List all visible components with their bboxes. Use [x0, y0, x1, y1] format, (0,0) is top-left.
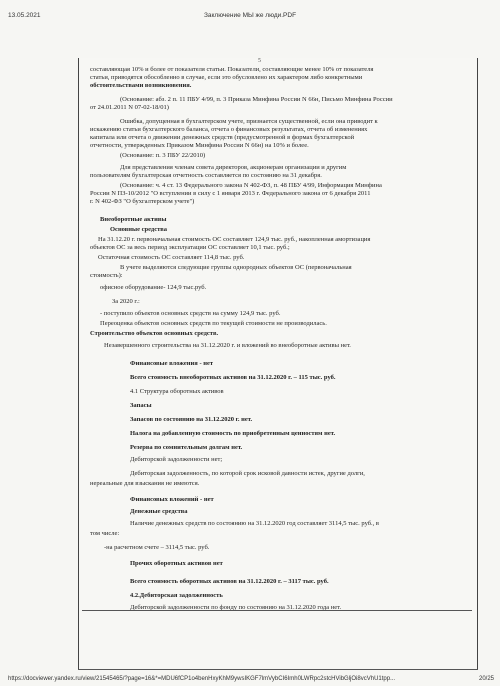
list-item: офисное оборудование- 124,9 тыс.руб. [100, 284, 207, 291]
document-title: Заключение МЫ же люди.PDF [203, 12, 297, 19]
section-heading: Финансовые вложения - нет [130, 360, 214, 367]
text-line: - поступило объектов основных средств на сумму 124,9 тыс. руб. [100, 310, 281, 317]
text-line: составляющая 10% и более от показателя статьи. Показатели, составляющие менее 10% от показателя [90, 66, 374, 73]
text-line: За 2020 г.: [112, 298, 140, 305]
section-heading: Основные средства [110, 226, 168, 233]
text-line: Для представления членам совета директоров, акционерам организации и другим [120, 164, 347, 171]
text-line: Резерва по сомнительным долгам нет. [130, 444, 243, 451]
text-line: обстоятельствами возникновения. [90, 82, 192, 89]
text-line: Прочих оборотных активов нет [130, 560, 223, 567]
text-line: стоимость): [90, 272, 123, 279]
text-line: (Основание: абз. 2 п. 11 ПБУ 4/99, п. 3 Приказа Минфина России N 66н, Письмо Минфина России [120, 96, 393, 103]
page-url[interactable]: https://docviewer.yandex.ru/view/21545465/?page=16&*=MDU6fCP1o4benHxyKhM9ywsIKGF7lmVybCI6Imh0LWRpc2stcHVibGljOi8vcVhU1tpp... [8, 676, 396, 682]
text-line: нереальные для взыскания не имеются. [90, 480, 200, 487]
text-line: Наличие денежных средств по состоянию на 31.12.2020 год составляет 3114,5 тыс. руб., в [130, 520, 379, 527]
page-counter: 20/25 [478, 676, 494, 682]
total-line: Всего стоимость внеоборотных активов на 31.12.2020 г. – 115 тыс. руб. [130, 374, 336, 381]
text-line: (Основание: ч. 4 ст. 13 Федерального закона N 402-ФЗ, п. 48 ПБУ 4/99, Информация Минфина [120, 182, 382, 189]
page-bottom-border [78, 669, 478, 671]
section-heading: 4.1 Структура оборотных активов [130, 388, 224, 395]
section-heading: 4.2.Дебиторская задолженность [130, 592, 223, 599]
total-line: Всего стоимость оборотных активов на 31.12.2020 г. – 3117 тыс. руб. [130, 578, 329, 585]
text-line: г. N 402-ФЗ "О бухгалтерском учете") [90, 198, 195, 205]
print-date: 13.05.2021 [8, 12, 41, 19]
fill-line [82, 610, 472, 612]
text-line: Дебиторской задолженности по фонду по состоянию на 31.12.2020 года нет. [130, 604, 342, 611]
text-line: Дебиторская задолженность, по которой срок исковой давности истек, другие долги, [130, 470, 365, 477]
section-heading: Финансовых вложений - нет [130, 496, 214, 503]
text-line: статьи, приводятся обособленно в случае, если это обусловлено их характером либо конкретными [90, 74, 363, 81]
section-heading: Запасы [130, 402, 152, 409]
viewer-header [0, 0, 500, 22]
text-line: пользователям бухгалтерская отчетность составляется по состоянию на 31 декабря. [90, 172, 322, 179]
viewer-footer [0, 672, 500, 686]
text-line: Запасов по состоянию на 31.12.2020 г. нет. [130, 416, 253, 423]
page-number: 5 [258, 58, 261, 64]
text-line: капитала или отчета о движении денежных средств (предусмотренной в формах бухгалтерской [90, 134, 355, 141]
text-line: Налога на добавленную стоимость по приобретенным ценностям нет. [130, 430, 336, 437]
text-line: от 24.01.2011 N 07-02-18/01) [90, 104, 169, 111]
text-line: Ошибка, допущенная в бухгалтерском учете, признается существенной, если она приводит к [120, 118, 378, 125]
text-line: В учете выделяются следующие группы однородных объектов ОС (первоначальная [120, 264, 352, 271]
text-line: Дебиторской задолженности нет; [130, 456, 223, 463]
text-line: объектов ОС за весь период эксплуатации ОС составляет 10,1 тыс. руб.; [90, 244, 290, 251]
text-line: отчетности, утвержденных Приказом Минфина России N 66н) на 10% и более. [90, 142, 309, 149]
section-heading: Денежные средства [130, 508, 188, 515]
text-line: Переоценка объектов основных средств по текущей стоимости не производилась. [100, 320, 327, 327]
text-line: На 31.12.20 г. первоначальная стоимость ОС составляет 124,9 тыс. руб., накопленная амортизация [98, 236, 371, 243]
text-line: России N ПЗ-10/2012 "О вступлении в силу с 1 января 2013 г. Федерального закона от 6 декабря 2011 [90, 190, 371, 197]
section-heading: Строительство объектов основных средств. [90, 330, 219, 337]
text-line: -на расчетном счете – 3114,5 тыс. руб. [104, 544, 210, 551]
text-line: (Основание: п. 3 ПБУ 22/2010) [120, 152, 206, 159]
text-line: искажению статьи бухгалтерского баланса, отчета о финансовых результатах, отчета об изменениях [90, 126, 368, 133]
text-line: Остаточная стоимость ОС составляет 114,8 тыс. руб. [98, 254, 245, 261]
text-line: Незавершенного строительства на 31.12.2020 г. и вложений во внеоборотные активы нет. [104, 342, 351, 349]
text-line: том числе: [90, 530, 120, 537]
section-heading: Внеоборотные активы [100, 216, 167, 223]
